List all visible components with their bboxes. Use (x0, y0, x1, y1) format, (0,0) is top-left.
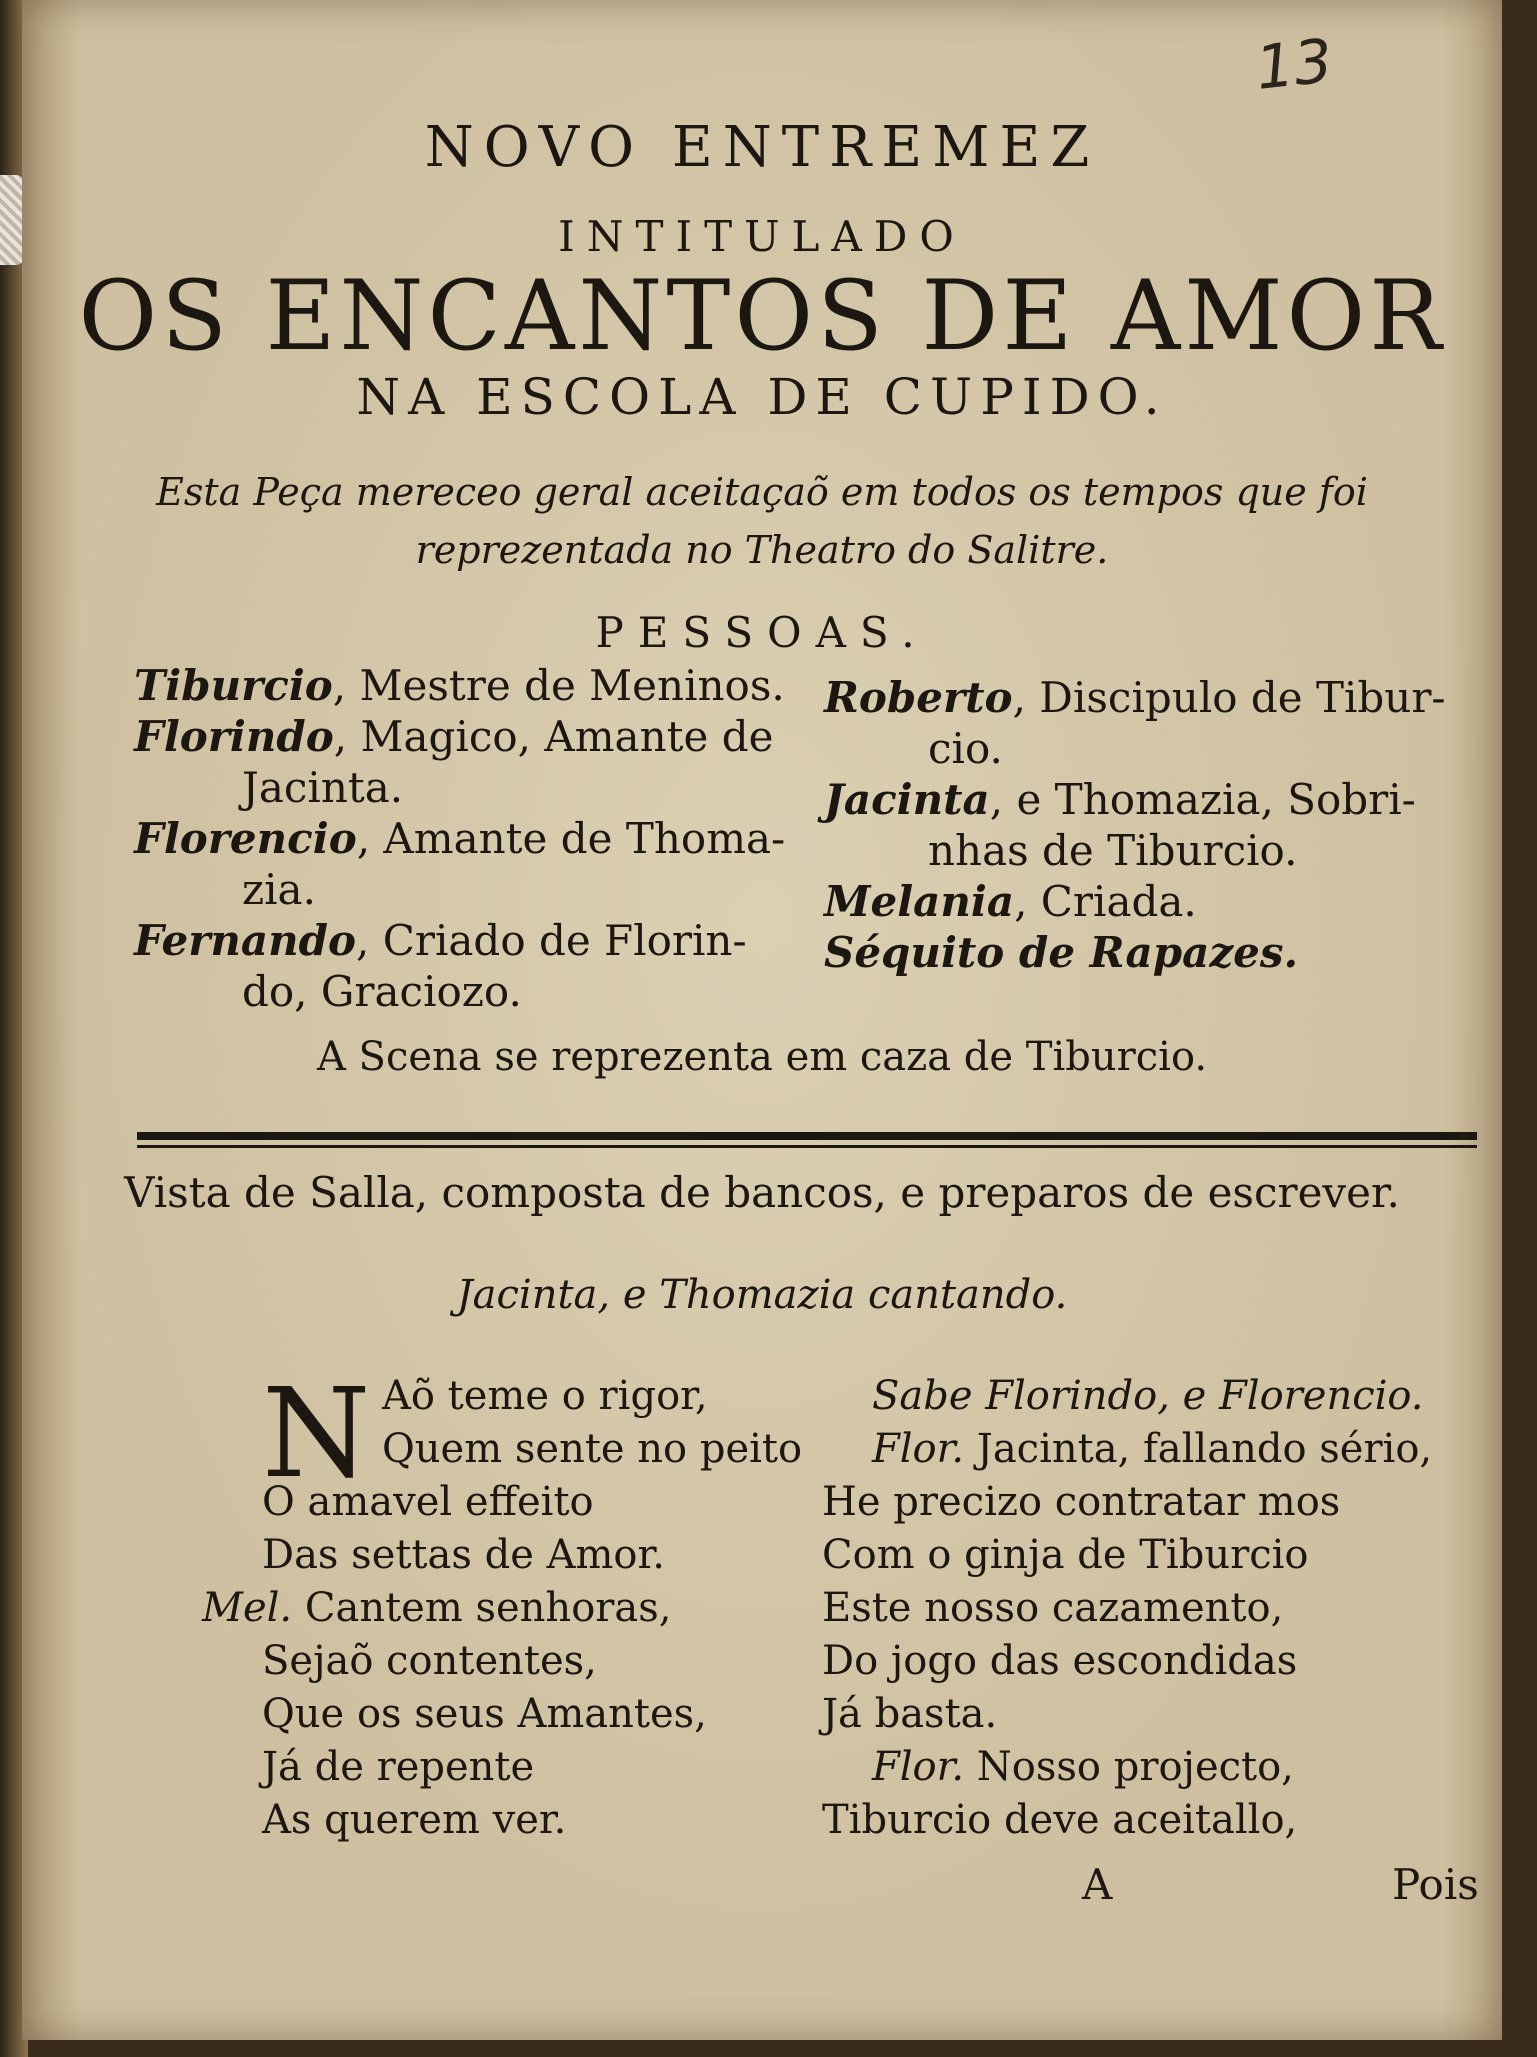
cast-entry (824, 927, 1484, 978)
character-name: Florencio (134, 814, 357, 863)
character-desc-cont: do, Graciozo. (242, 967, 522, 1016)
verse-line (202, 1582, 842, 1635)
character-name: Roberto (824, 673, 1013, 722)
verse-text: Jacinta, fallando sério, (976, 1426, 1433, 1472)
cast-list-right (824, 672, 1484, 978)
character-desc: , Criada. (1014, 877, 1197, 926)
cast-list-left (134, 660, 824, 1017)
performance-note-line1: Esta Peça mereceo geral aceitaçaõ em todos os tempos que foi (156, 470, 1368, 514)
verse-line: Já basta. (822, 1691, 998, 1737)
divider-rule-thick (137, 1132, 1477, 1140)
play-subtitle: NA ESCOLA DE CUPIDO. (356, 368, 1168, 426)
cast-entry (134, 711, 824, 813)
cast-entry (824, 876, 1484, 927)
speaker-label: Flor. (872, 1426, 965, 1472)
verse-column-right (822, 1370, 1502, 1847)
verse-line: Tiburcio deve aceitallo, (822, 1797, 1298, 1843)
scene-location: A Scena se reprezenta em caza de Tiburcio. (316, 1034, 1208, 1080)
character-desc: , Amante de Thoma- (356, 814, 786, 863)
verse-line: Este nosso cazamento, (822, 1585, 1284, 1631)
cast-heading: PESSOAS. (595, 608, 929, 657)
character-desc: , Discipulo de Tibur- (1012, 673, 1446, 722)
speaker-label: Mel. (202, 1585, 293, 1631)
catchword: Pois (1392, 1860, 1479, 1909)
verse-line: Já de repente (262, 1744, 535, 1790)
verse-line: Aõ teme o rigor, (382, 1373, 708, 1419)
page-number: 13 (1252, 26, 1336, 104)
verse-line (822, 1741, 1502, 1794)
singing-direction: Jacinta, e Thomazia cantando. (456, 1272, 1068, 1318)
cast-entry (134, 660, 824, 711)
verse-line: Quem sente no peito (382, 1426, 803, 1472)
verse-line: He precizo contratar mos (822, 1479, 1341, 1525)
verse-line: Com o ginja de Tiburcio (822, 1532, 1309, 1578)
character-name: Tiburcio (134, 661, 333, 710)
character-desc-cont: Jacinta. (242, 763, 404, 812)
verse-line: O amavel effeito (262, 1479, 594, 1525)
character-desc: , Mestre de Meninos. (332, 661, 785, 710)
cast-entry (824, 672, 1484, 774)
character-desc: , Criado de Florin- (356, 916, 747, 965)
character-name: Séquito de Rapazes. (824, 928, 1299, 977)
play-title: OS ENCANTOS DE AMOR (78, 260, 1446, 372)
verse-line: Das settas de Amor. (262, 1532, 665, 1578)
character-name: Melania (824, 877, 1015, 926)
signature-mark: A (1082, 1860, 1113, 1909)
verse-text: Nosso projecto, (976, 1744, 1294, 1790)
divider-rule-thin (137, 1145, 1477, 1148)
book-page (22, 0, 1502, 2040)
heading-intitulado: INTITULADO (558, 212, 966, 261)
binding-thread (0, 175, 24, 265)
verse-line: Sejaõ contentes, (262, 1638, 597, 1684)
character-desc: , e Thomazia, Sobri- (989, 775, 1416, 824)
character-name: Florindo (134, 712, 334, 761)
verse-line (822, 1423, 1502, 1476)
character-desc-cont: nhas de Tiburcio. (928, 826, 1298, 875)
verse-line: Do jogo das escondidas (822, 1638, 1298, 1684)
cast-entry (134, 915, 824, 1017)
cast-entry (134, 813, 824, 915)
heading-novo-entremez: NOVO ENTREMEZ (424, 115, 1100, 180)
stage-direction: Vista de Salla, composta de bancos, e preparos de escrever. (124, 1168, 1400, 1217)
verse-column-left (202, 1362, 842, 1847)
character-desc-cont: zia. (242, 865, 316, 914)
speaker-label: Flor. (872, 1744, 965, 1790)
cast-entry (824, 774, 1484, 876)
character-name: Fernando (134, 916, 357, 965)
performance-note-line2: reprezentada no Theatro do Salitre. (415, 528, 1109, 572)
verse-text: Cantem senhoras, (304, 1585, 672, 1631)
drop-cap: N (262, 1362, 371, 1506)
character-desc: , Magico, Amante de (333, 712, 774, 761)
character-name: Jacinta (824, 775, 990, 824)
verse-line: Sabe Florindo, e Florencio. (872, 1373, 1424, 1419)
verse-line: As querem ver. (262, 1797, 567, 1843)
verse-line: Que os seus Amantes, (262, 1691, 707, 1737)
character-desc-cont: cio. (928, 724, 1003, 773)
